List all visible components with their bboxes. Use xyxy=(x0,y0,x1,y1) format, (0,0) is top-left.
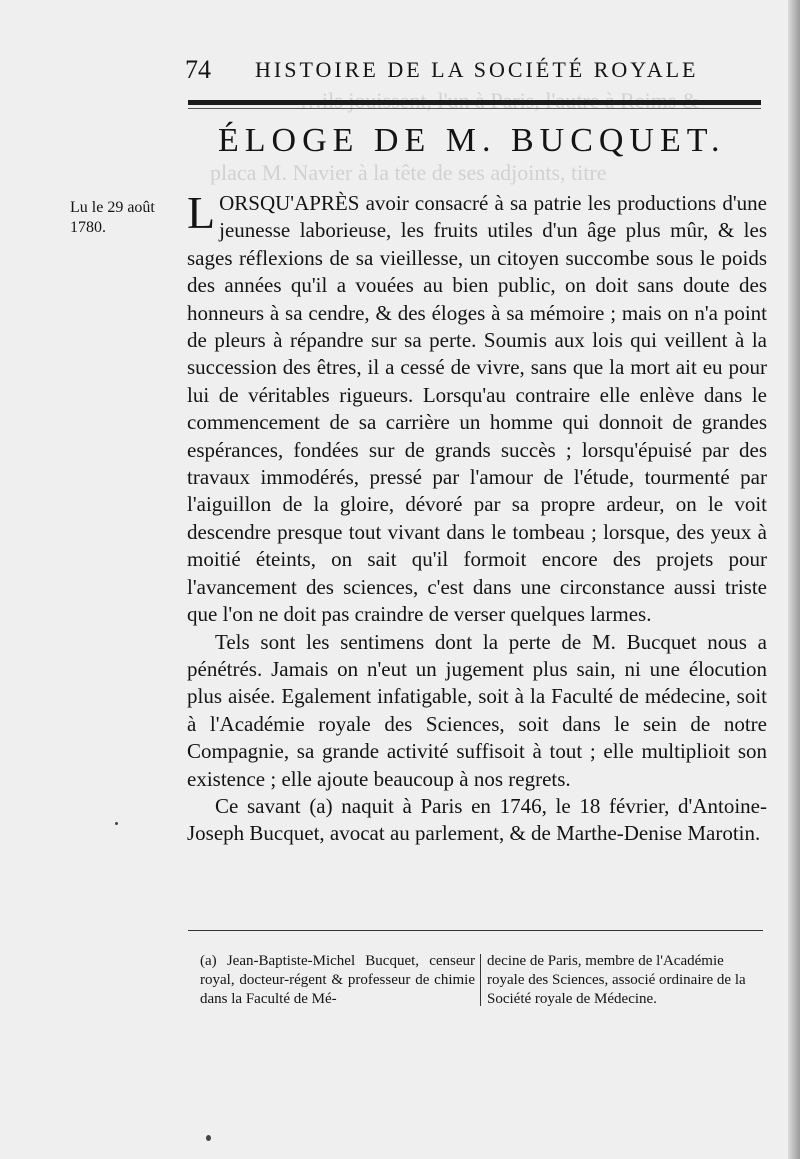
margin-note xyxy=(70,198,185,238)
page-edge-shadow xyxy=(788,0,800,1159)
margin-note-date: Lu le 29 août xyxy=(70,199,155,216)
ink-speck xyxy=(206,1135,211,1141)
body-text xyxy=(187,187,767,848)
header-rule-thin xyxy=(188,108,761,109)
eloge-heading: ÉLOGE DE M. BUCQUET. xyxy=(218,122,726,159)
footnote-left-column: (a) Jean-Baptiste-Michel Bucquet, censeur royal, docteur-régent & professeur de chimie dans la Faculté de Mé- xyxy=(200,953,475,1007)
opening-word: ORSQU'APRÈS xyxy=(219,191,360,215)
paragraph-2: Tels sont les sentimens dont la perte de M. Bucquet nous a pénétrés. Jamais on n'eut un jugement plus sain, ni une élocution plus aisée. Egalement infatigable, soit à la Faculté de médecine, soit à l'Académie royale des Sciences, soit dans le sein de notre Compagnie, sa grande activité suffisoit à tout ; elle multiplioit son existence ; elle ajoute beaucoup à nos regrets. xyxy=(187,629,767,791)
footnote-right-column: decine de Paris, membre de l'Académie royale des Sciences, associé ordinaire de la Société royale de Médecine. xyxy=(487,953,746,1007)
paragraph-1 xyxy=(187,187,767,629)
paragraph-1-text: avoir consacré à sa patrie les productions d'une jeunesse laborieuse, les fruits utiles d'un âge plus mûr, & les sages réflexions de sa vieillesse, un citoyen succombe sous le poids des années qu'il a vouées au bien public, on doit sans doute des honneurs à sa cendre, & des éloges à sa mémoire ; mais on n'a point de pleurs à répandre sur sa perte. Soumis aux lois qui veillent à la succession des êtres, il a cessé de vivre, sans que la mort ait eu pour lui de véritables rigueurs. Lorsqu'au contraire elle enlève dans le commencement de sa carrière un homme qui donnoit de grandes espérances, fondées sur de grands succès ; lorsqu'épuisé par des travaux immodérés, pressé par l'amour de l'étude, tourmenté par l'aiguillon de la gloire, dévoré par sa propre ardeur, on le voit descendre presque tout vivant dans le tombeau ; lorsque, des yeux à moitié éteints, on sait qu'il formoit encore des projets pour l'avancement des sciences, c'est dans une circonstance aussi triste que l'on ne doit pas craindre de verser quelques larmes. xyxy=(187,191,767,627)
paragraph-3: Ce savant (a) naquit à Paris en 1746, le 18 février, d'Antoine-Joseph Bucquet, avocat au parlement, & de Marthe-Denise Marotin. xyxy=(187,793,767,846)
ink-speck xyxy=(115,822,118,825)
margin-note-year: 1780. xyxy=(70,219,106,236)
footnote-column-divider xyxy=(480,954,481,1006)
page-number: 74 xyxy=(185,55,211,84)
show-through-text: placa M. Navier à la tête de ses adjoints, titre xyxy=(210,160,607,185)
running-title: HISTOIRE DE LA SOCIÉTÉ ROYALE xyxy=(255,57,699,82)
footnote-rule xyxy=(188,930,763,931)
header-rule xyxy=(188,100,761,105)
drop-cap: L xyxy=(187,187,216,238)
